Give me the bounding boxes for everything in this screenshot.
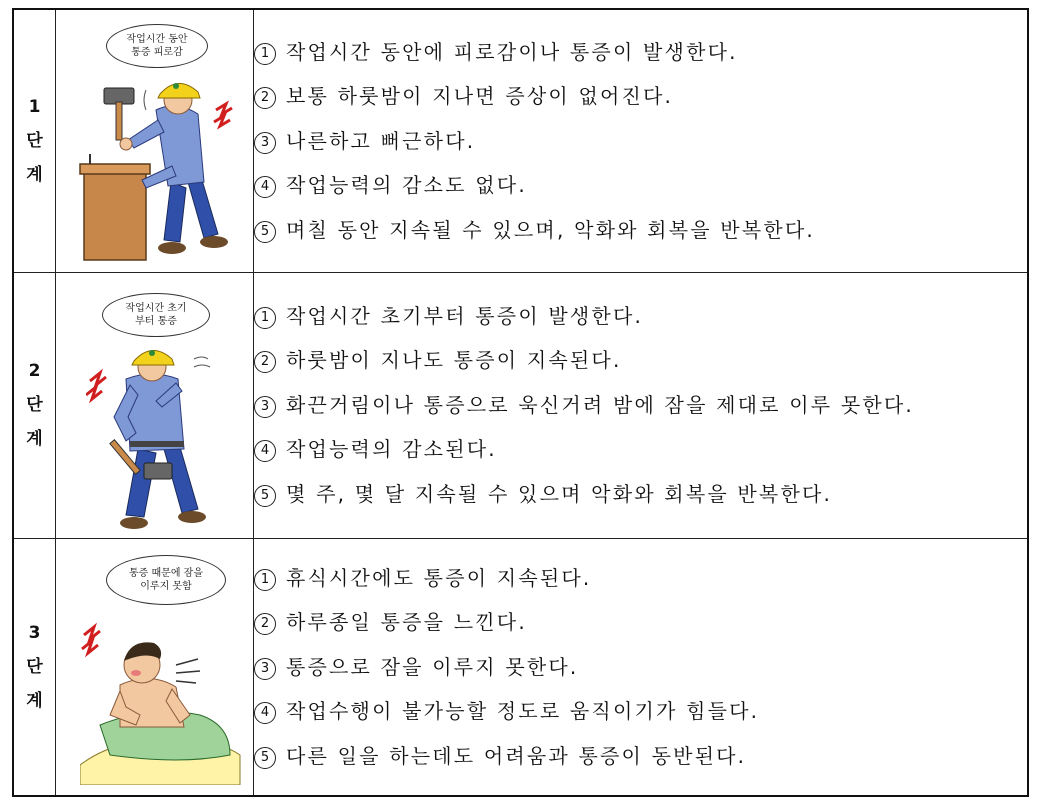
symptom-item [254, 119, 1027, 164]
stages-table [12, 8, 1029, 797]
item-text: 작업능력의 감소된다. [286, 437, 497, 462]
thought-bubble [106, 24, 208, 68]
symptom-item [254, 208, 1027, 253]
item-text: 다른 일을 하는데도 어려움과 통증이 동반된다. [286, 743, 747, 768]
thought-bubble [106, 555, 226, 605]
item-number: 3 [254, 658, 276, 680]
symptom-item [254, 645, 1027, 690]
stage-label-1 [13, 9, 56, 272]
item-number: 1 [254, 43, 276, 65]
thought-bubble [102, 293, 210, 337]
stage-row-2 [13, 272, 1028, 538]
item-number: 4 [254, 176, 276, 198]
item-number: 3 [254, 132, 276, 154]
stage-char: 계 [26, 690, 43, 711]
item-text: 나른하고 뻐근하다. [286, 128, 476, 153]
stage-row-3 [13, 538, 1028, 796]
stage-number: 2 [28, 361, 41, 381]
stage-char: 단 [26, 656, 43, 677]
stage-char: 단 [26, 395, 43, 415]
symptom-item [254, 734, 1027, 779]
item-text: 하루종일 통증을 느낀다. [286, 610, 527, 634]
item-number: 5 [254, 485, 276, 507]
stage-items-2 [254, 272, 1029, 538]
item-text: 작업수행이 불가능할 정도로 움직이기가 힘들다. [286, 699, 760, 723]
item-text: 통증으로 잠을 이루지 못한다. [286, 654, 579, 679]
stage-number: 1 [28, 96, 41, 117]
symptom-item [254, 294, 1027, 339]
symptom-item [254, 472, 1027, 517]
item-number: 2 [254, 87, 276, 109]
item-number: 2 [254, 613, 276, 635]
item-number: 5 [254, 221, 276, 243]
item-number: 3 [254, 396, 276, 418]
stage-illustration-3 [56, 538, 254, 796]
stage-items-1 [254, 9, 1029, 272]
item-text: 휴식시간에도 통증이 지속된다. [286, 565, 592, 590]
person-in-bed-pain-icon [80, 615, 245, 785]
stage-label-3 [13, 538, 56, 796]
symptom-item [254, 383, 1027, 428]
item-text: 몇 주, 몇 달 지속될 수 있으며 악화와 회복을 반복한다. [286, 481, 833, 506]
item-text: 보통 하룻밤이 지나면 증상이 없어진다. [286, 84, 674, 108]
stage-char: 계 [26, 429, 43, 449]
stage-char: 단 [26, 130, 43, 151]
item-number: 2 [254, 351, 276, 373]
symptom-item [254, 30, 1027, 75]
stage-row-1 [13, 9, 1028, 272]
stage-illustration-2 [56, 272, 254, 538]
bubble-line: 부터 통증 [135, 315, 177, 327]
stage-items-3 [254, 538, 1029, 796]
bubble-line: 통증 피로감 [131, 47, 183, 58]
item-number: 4 [254, 702, 276, 724]
bubble-line: 이루지 못함 [140, 580, 192, 592]
item-text: 며칠 동안 지속될 수 있으며, 악화와 회복을 반복한다. [286, 217, 815, 242]
stage-number: 3 [28, 622, 41, 643]
item-text: 작업시간 초기부터 통증이 발생한다. [286, 303, 644, 328]
item-text: 작업능력의 감소도 없다. [286, 173, 527, 197]
symptom-item [254, 74, 1027, 119]
symptom-item [254, 163, 1027, 208]
bubble-line: 통증 때문에 잠을 [129, 567, 203, 579]
symptom-item [254, 338, 1027, 383]
item-number: 5 [254, 747, 276, 769]
stage-label-2 [13, 272, 56, 538]
item-text: 하룻밤이 지나도 통증이 지속된다. [286, 348, 622, 373]
symptom-item [254, 427, 1027, 472]
item-number: 1 [254, 569, 276, 591]
stage-char: 계 [26, 164, 43, 185]
item-text: 작업시간 동안에 피로감이나 통증이 발생한다. [286, 39, 738, 64]
bubble-line: 작업시간 동안 [126, 34, 188, 45]
symptom-item [254, 600, 1027, 645]
bubble-line: 작업시간 초기 [125, 302, 187, 314]
worker-hammering-icon [76, 70, 246, 265]
stage-illustration-1 [56, 9, 254, 272]
item-number: 1 [254, 307, 276, 329]
item-text: 화끈거림이나 통증으로 욱신거려 밤에 잠을 제대로 이루 못한다. [286, 392, 914, 417]
symptom-item [254, 556, 1027, 601]
worker-shoulder-pain-icon [86, 337, 236, 532]
symptom-item [254, 689, 1027, 734]
item-number: 4 [254, 440, 276, 462]
